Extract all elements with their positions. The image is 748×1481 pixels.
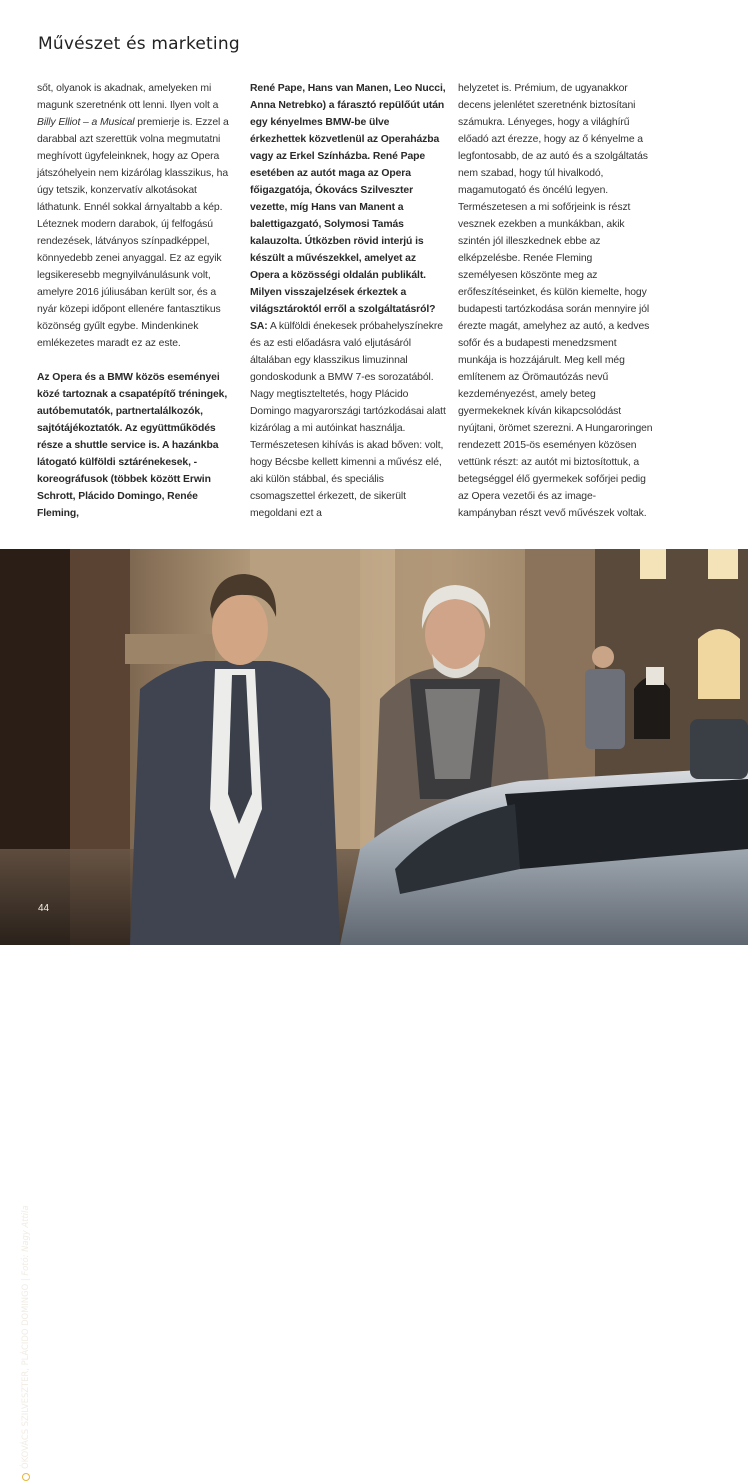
section-title: Művészet és marketing	[38, 34, 240, 54]
text-column-1	[37, 80, 233, 522]
answer-text: A külföldi énekesek próbahelyszínekre és az esti előadásra való eljutásáról általában egy klasszikus limuzinnal gondoskodunk a BMW 7-es sorozatából. Nagy megtiszteltetés, hogy Plácido Domingo magyarországi tartózkodásai alatt kizárólag a mi autóinkat használja. Természetesen kihívás is akad bőven: volt, hogy Bécsbe kellett kimenni a művész elé, aki külön stábbal, és speciális csomagszettel érkezett, de sikerült megoldani ezt a	[250, 321, 446, 519]
paragraph	[37, 80, 233, 352]
paragraph-text: premierje is. Ezzel a darabbal azt szerettük volna megmutatni meghívott ügyfeleinknek, hogy az Opera játszóhelyein nem kizárólag klasszikus, ha úgy tetszik, konzervatív alkotásokat láthatunk. Ennél sokkal árnyaltabb a kép. Léteznek modern darabok, új felfogású rendezések, látványos színpadképpel, könnyedebb zenei anyaggal. Ez az egyik legsikeresebb megnyilvánulásunk volt, amelyre 2016 júliusában került sor, és a nyár közepi időpont ellenére fantasztikus közönség gyűlt egybe. Mindenkinek emlékezetes maradt ez az este.	[37, 117, 229, 349]
caption-separator: |	[20, 1275, 30, 1284]
musical-title: Billy Elliot – a Musical	[37, 117, 135, 128]
interview-answer	[250, 318, 446, 522]
accent-dot-icon	[22, 1473, 30, 1481]
article-photo	[0, 549, 748, 1469]
interview-answer-continued: helyzetet is. Prémium, de ugyanakkor decens jelenlétet szeretnénk biztosítani számukra. Lényeges, hogy a világhírű előadó azt érezze, hogy az ő kényelme a legfontosabb, de az autó és a szolgáltatás nem szabad, hogy túl hivalkodó, magamutogató és öncélú legyen. Természetesen a mi sofőrjeink is részt vesznek ezekben a munkákban, akik szintén jól illeszkednek ebbe az elképzelésbe. Renée Fleming személyesen köszönte meg az erőfeszítéseinket, és külön kiemelte, hogy budapesti tartózkodása során mennyire jól érezte magát, amelyhez az autó, a kedves sofőr és a budapesti menedzsment munkája is hozzájárult. Meg kell még említenem az Örömautózás nevű kezdeményezést, amely beteg gyermekeknek kíván kikapcsolódást nyújtani, örömet szerezni. A Hungaroringen rendezett 2015-ös eseményen közösen vettünk részt: az autót mi biztosítottuk, a betegséggel élő gyermekek sofőrjei pedig az Opera vezetői és az image-kampányban részt vevő művészek voltak.	[458, 83, 653, 519]
photo-credit: Fotó: Nagy Attila	[20, 1205, 30, 1276]
photo-caption	[20, 1205, 30, 1481]
caption-names: ÓKOVÁCS SZILVESZTER, PLÁCIDO DOMINGO	[20, 1283, 30, 1469]
paragraph-text: sőt, olyanok is akadnak, amelyeken mi magunk szeretnénk ott lenni. Ilyen volt a	[37, 83, 219, 111]
text-column-2	[250, 80, 446, 522]
speaker-label: SA:	[250, 321, 268, 332]
page-number: 44	[38, 903, 50, 914]
interview-question: René Pape, Hans van Manen, Leo Nucci, Anna Netrebko) a fárasztó repülőút után egy kényelmes BMW-be ülve érkezhettek közvetlenül az Operaházba vagy az Erkel Színházba. René Pape esetében az autót maga az Opera főigazgatója, Ókovács Szilveszter vezette, míg Hans van Manent a balettigazgató, Solymosi Tamás kalauzolta. Útközben rövid interjú is készült a művészekkel, amelyet az Opera a közösségi oldalán publikált. Milyen visszajelzések érkeztek a világsztároktól erről a szolgáltatásról?	[250, 83, 446, 315]
text-column-3	[458, 80, 654, 522]
interview-question: Az Opera és a BMW közös eseményei közé tartoznak a csapatépítő tréningek, autóbemutatók, partnertalálkozók, sajtótájékoztatók. Az együttműködés része a shuttle service is. A hazánkba látogató külföldi sztárénekesek, -koreográfusok (többek között Erwin Schrott, Plácido Domingo, Renée Fleming,	[37, 372, 228, 519]
